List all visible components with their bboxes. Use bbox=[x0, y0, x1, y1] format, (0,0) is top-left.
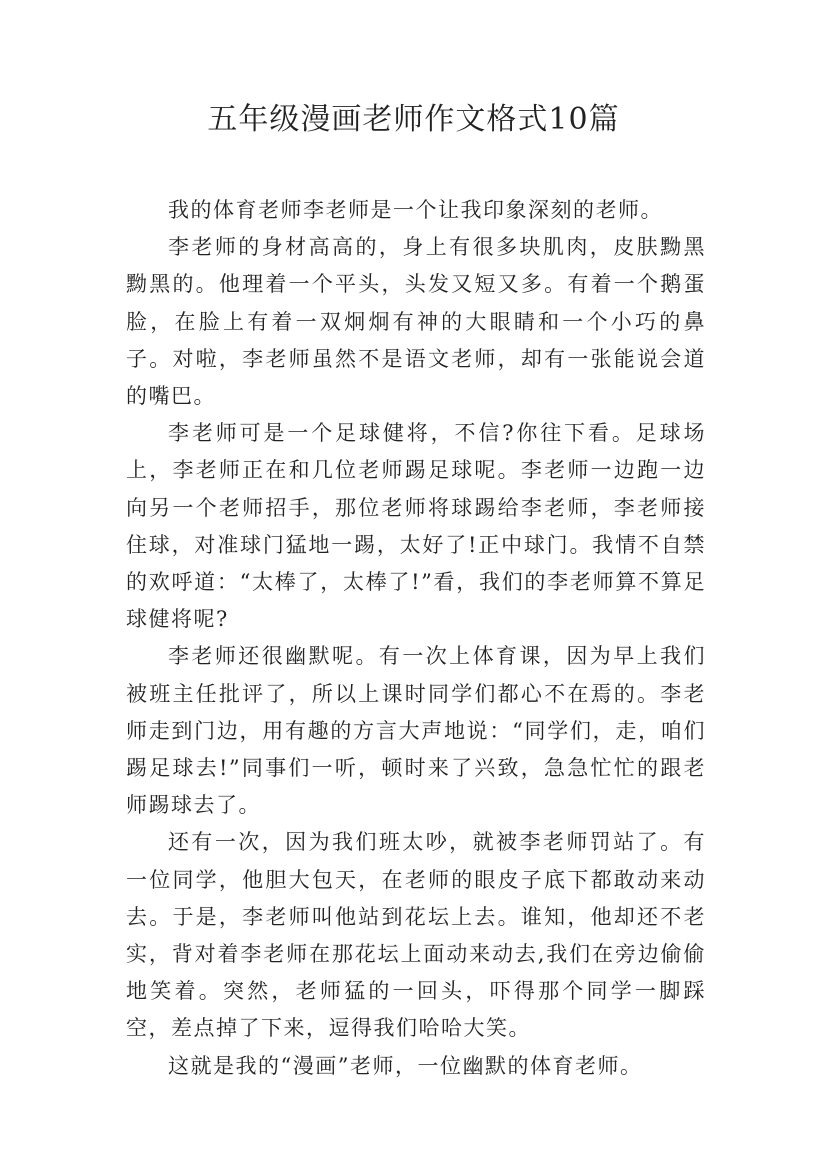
paragraph: 李老师可是一个足球健将，不信?你往下看。足球场上，李老师正在和几位老师踢足球呢。李老师一边跑一边向另一个老师招手，那位老师将球踢给李老师，李老师接住球，对准球门猛地一踢，太好了!正中球门。我情不自禁的欢呼道：“太棒了，太棒了!”看，我们的李老师算不算足球健将呢? bbox=[126, 421, 706, 632]
paragraph: 李老师的身材高高的，身上有很多块肌肉，皮肤黝黑黝黑的。他理着一个平头，头发又短又多。有着一个鹅蛋脸，在脸上有着一双炯炯有神的大眼睛和一个小巧的鼻子。对啦，李老师虽然不是语文老师，却有一张能说会道的嘴巴。 bbox=[126, 235, 706, 409]
paragraph: 还有一次，因为我们班太吵，就被李老师罚站了。有一位同学，他胆大包天，在老师的眼皮子底下都敢动来动去。于是，李老师叫他站到花坛上去。谁知，他却还不老实，背对着李老师在那花坛上面动来动去,我们在旁边偷偷地笑着。突然，老师猛的一回头，吓得那个同学一脚踩空，差点掉了下来，逗得我们哈哈大笑。 bbox=[126, 830, 706, 1041]
document-title: 五年级漫画老师作文格式10篇 bbox=[207, 102, 620, 137]
document-body bbox=[126, 192, 706, 1085]
paragraph: 李老师还很幽默呢。有一次上体育课，因为早上我们被班主任批评了，所以上课时同学们都心不在焉的。李老师走到门边，用有趣的方言大声地说：“同学们，走，咱们踢足球去!”同事们一听，顿时来了兴致，急急忙忙的跟老师踢球去了。 bbox=[126, 644, 706, 818]
paragraph: 我的体育老师李老师是一个让我印象深刻的老师。 bbox=[168, 198, 663, 222]
paragraph: 这就是我的“漫画”老师，一位幽默的体育老师。 bbox=[168, 1053, 643, 1078]
